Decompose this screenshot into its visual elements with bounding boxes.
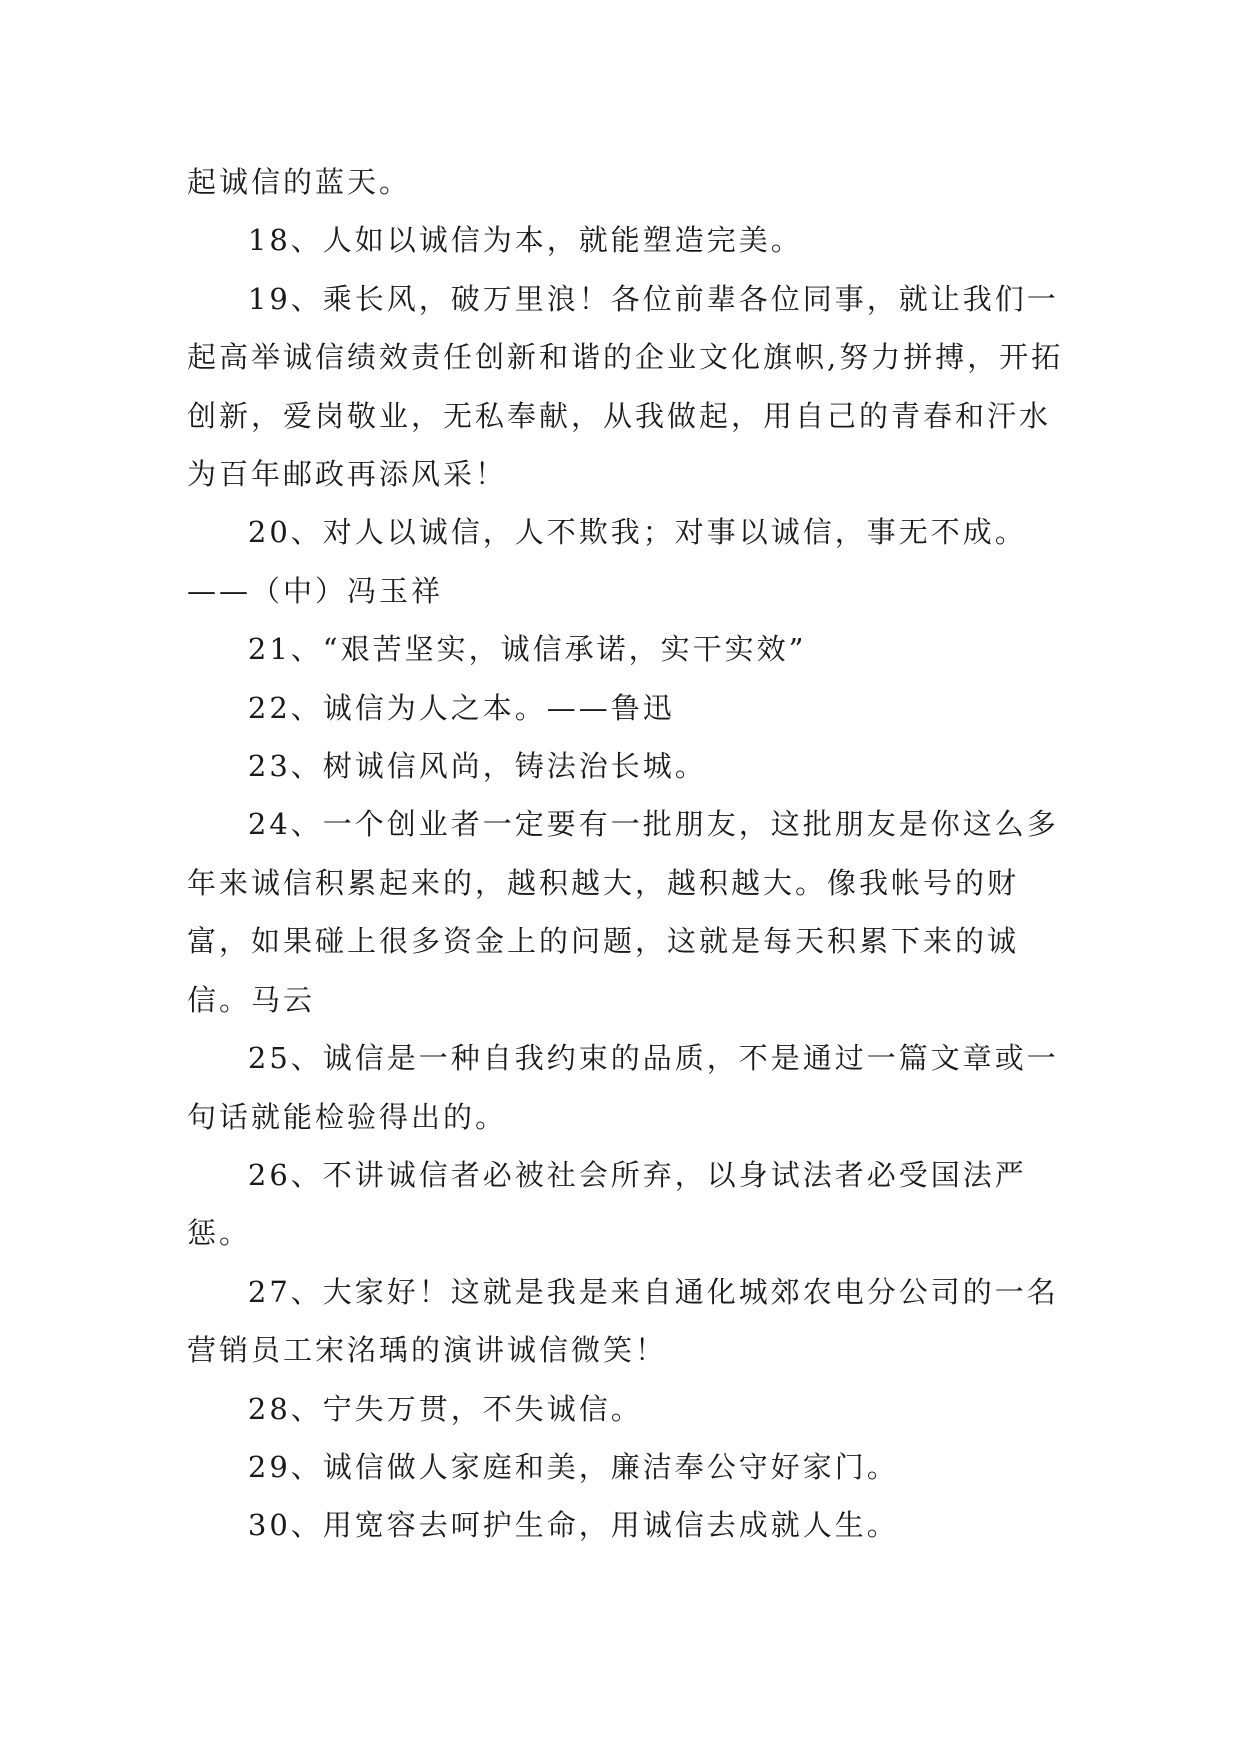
paragraph-19: 19、乘长风，破万里浪！各位前辈各位同事，就让我们一起高举诚信绩效责任创新和谐的企业文化旗帜,努力拼搏，开拓创新，爱岗敬业，无私奉献，从我做起，用自己的青春和汗水为百年邮政再添风采！ xyxy=(187,281,1064,492)
paragraph-22: 22、诚信为人之本。——鲁迅 xyxy=(247,690,675,725)
paragraph-28: 28、宁失万贯，不失诚信。 xyxy=(247,1391,643,1426)
paragraph-26: 26、不讲诚信者必被社会所弃，以身试法者必受国法严惩。 xyxy=(187,1157,1027,1251)
paragraph-18: 18、人如以诚信为本，就能塑造完美。 xyxy=(247,223,803,258)
document-body xyxy=(187,153,1067,1555)
paragraph-25: 25、诚信是一种自我约束的品质，不是通过一篇文章或一句话就能检验得出的。 xyxy=(187,1041,1059,1134)
paragraph-20: 20、对人以诚信，人不欺我；对事以诚信，事无不成。——（中）冯玉祥 xyxy=(187,515,1027,608)
paragraph-30: 30、用宽容去呵护生命，用诚信去成就人生。 xyxy=(247,1508,899,1543)
paragraph-29: 29、诚信做人家庭和美，廉洁奉公守好家门。 xyxy=(247,1449,899,1484)
paragraph-24: 24、一个创业者一定要有一批朋友，这批朋友是你这么多年来诚信积累起来的，越积越大，越积越大。像我帐号的财富，如果碰上很多资金上的问题，这就是每天积累下来的诚信。马云 xyxy=(187,807,1059,1017)
paragraph-23: 23、树诚信风尚，铸法治长城。 xyxy=(247,749,707,784)
paragraph-17-continuation: 起诚信的蓝天。 xyxy=(187,165,412,199)
paragraph-27: 27、大家好！这就是我是来自通化城郊农电分公司的一名营销员工宋洺瑀的演讲诚信微笑！ xyxy=(187,1274,1059,1368)
paragraph-21: 21、“艰苦坚实，诚信承诺，实干实效” xyxy=(247,632,807,667)
